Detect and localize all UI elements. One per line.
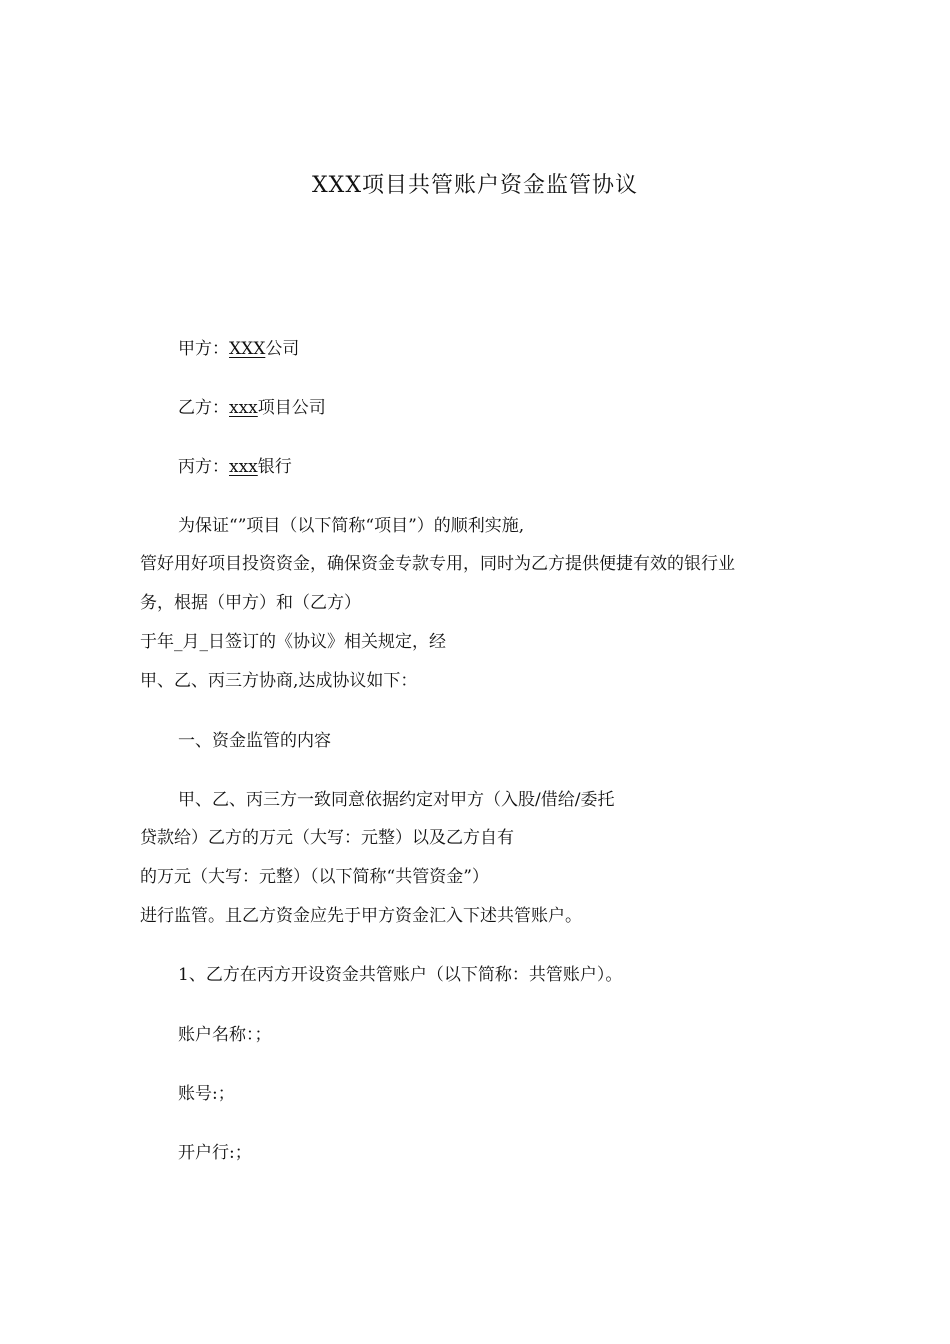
clause-item-1: 1、乙方在丙方开设资金共管账户（以下简称：共管账户）。 [178,965,623,985]
party-a-suffix: 公司 [265,339,300,359]
section-paragraph-line: 进行监管。且乙方资金应先于甲方资金汇入下述共管账户。 [140,906,582,926]
preamble-line: 务，根据（甲方）和（乙方） [140,593,361,613]
account-name-line: 账户名称：； [178,1025,272,1045]
party-b [178,396,326,420]
party-b-suffix: 项目公司 [257,398,326,418]
section-heading: 一、资金监管的内容 [178,731,331,751]
party-a [178,337,299,361]
party-c-name: xxx [229,457,258,477]
document-title: XXX项目共管账户资金监管协议 [312,173,638,198]
party-a-name: XXX [229,339,266,359]
preamble-line: 于年_月_日签订的《协议》相关规定，经 [140,632,446,652]
section-paragraph-line: 的万元（大写：元整）（以下简称“共管资金”） [140,867,489,887]
section-paragraph-line: 甲、乙、丙三方一致同意依据约定对甲方（入股/借给/委托 [178,790,615,810]
preamble-line: 为保证“”项目（以下简称“项目”）的顺利实施, [178,516,525,536]
party-c-label: 丙方： [178,457,229,477]
preamble-line: 甲、乙、丙三方协商,达成协议如下： [140,671,418,691]
account-number-line: 账号:； [178,1084,235,1104]
bank-line: 开户行:； [178,1143,252,1163]
party-c-suffix: 银行 [257,457,292,477]
party-b-name: xxx [229,398,258,418]
party-b-label: 乙方： [178,398,229,418]
party-a-label: 甲方： [178,339,229,359]
preamble-line: 管好用好项目投资资金，确保资金专款专用，同时为乙方提供便捷有效的银行业 [140,554,735,574]
party-c [178,455,292,479]
section-paragraph-line: 贷款给）乙方的万元（大写：元整）以及乙方自有 [140,828,514,848]
